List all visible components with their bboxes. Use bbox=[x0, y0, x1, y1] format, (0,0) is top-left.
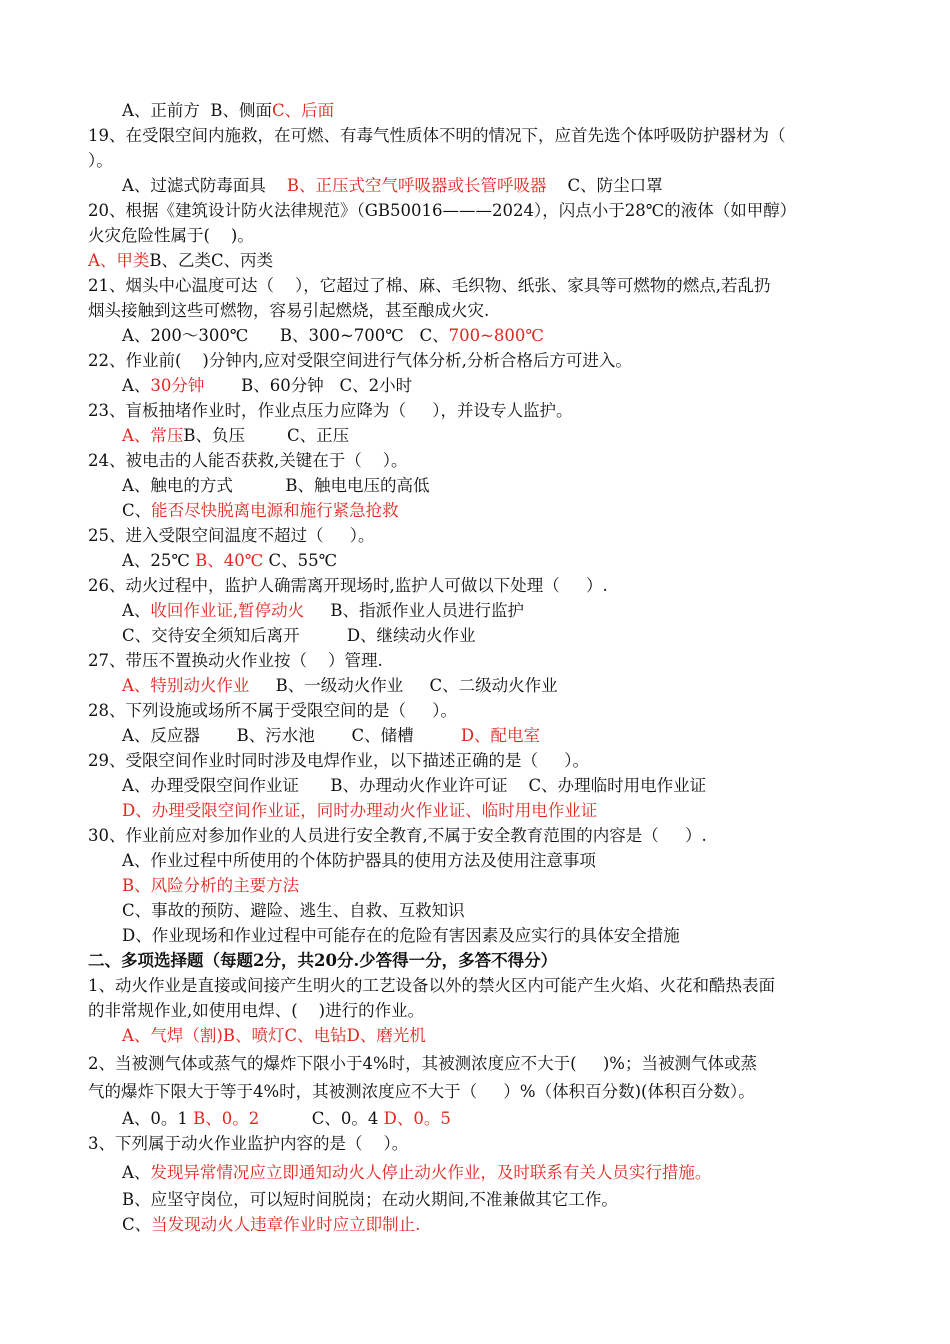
q20-stem-cont: 火灾危险性属于( )。 bbox=[88, 226, 254, 245]
q28-options: A、反应器 B、污水池 C、储槽 D、配电室 bbox=[122, 726, 541, 745]
q21-stem: 21、烟头中心温度可达（ ），它超过了棉、麻、毛织物、纸张、家具等可燃物的燃点,若乱扔 bbox=[88, 276, 771, 295]
m3-option-c: C、当发现动火人违章作业时应立即制止. bbox=[122, 1215, 421, 1234]
q30-option-c: C、事故的预防、避险、逃生、自救、互救知识 bbox=[122, 901, 465, 920]
q30-option-b: B、风险分析的主要方法 bbox=[122, 876, 300, 895]
q30-stem: 30、作业前应对参加作业的人员进行安全教育,不属于安全教育范围的内容是（ ）. bbox=[88, 826, 707, 845]
q21-options: A、200～300℃ B、300~700℃ C、700~800℃ bbox=[122, 326, 544, 345]
q29-option-d: D、办理受限空间作业证，同时办理动火作业证、临时用电作业证 bbox=[122, 801, 598, 820]
q26-options-cd: C、交待安全须知后离开 D、继续动火作业 bbox=[122, 626, 476, 645]
q24-options-ab: A、触电的方式 B、触电电压的高低 bbox=[122, 476, 430, 495]
q19-stem: 19、在受限空间内施救，在可燃、有毒气性质体不明的情况下，应首先选个体呼吸防护器材为（ bbox=[88, 126, 786, 145]
q30-option-d: D、作业现场和作业过程中可能存在的危险有害因素及应实行的具体安全措施 bbox=[122, 926, 680, 945]
q20-options: A、甲类B、乙类C、丙类 bbox=[88, 251, 274, 270]
q25-stem: 25、进入受限空间温度不超过（ ）。 bbox=[88, 526, 375, 545]
m3-option-b: B、应坚守岗位，可以短时间脱岗；在动火期间,不准兼做其它工作。 bbox=[122, 1190, 618, 1209]
q30-option-a: A、作业过程中所使用的个体防护器具的使用方法及使用注意事项 bbox=[122, 851, 596, 870]
m2-stem: 2、当被测气体或蒸气的爆炸下限小于4%时，其被测浓度应不大于( )%；当被测气体或蒸 bbox=[88, 1054, 757, 1073]
q19-stem-cont: ）。 bbox=[88, 151, 113, 170]
q28-stem: 28、下列设施或场所不属于受限空间的是（ ）。 bbox=[88, 701, 457, 720]
q21-stem-cont: 烟头接触到这些可燃物，容易引起燃烧，甚至酿成火灾. bbox=[88, 301, 490, 320]
q25-options: A、25℃ B、40℃ C、55℃ bbox=[122, 551, 338, 570]
q19-options: A、过滤式防毒面具 B、正压式空气呼吸器或长管呼吸器 C、防尘口罩 bbox=[122, 176, 663, 195]
q18-options: A、正前方 B、侧面C、后面 bbox=[122, 101, 335, 120]
q23-options: A、常压B、负压 C、正压 bbox=[122, 426, 350, 445]
m2-stem-cont: 气的爆炸下限大于等于4%时，其被测浓度应不大于（ ）%（体积百分数)(体积百分数）。 bbox=[88, 1082, 755, 1101]
section-heading-multiple-choice: 二、多项选择题（每题2分，共20分.少答得一分，多答不得分） bbox=[88, 951, 558, 970]
m2-options: A、0。1 B、0。2 C、0。4 D、0。5 bbox=[122, 1109, 451, 1128]
q26-options-ab: A、收回作业证,暂停动火 B、指派作业人员进行监护 bbox=[122, 601, 525, 620]
q29-options-abc: A、办理受限空间作业证 B、办理动火作业许可证 C、办理临时用电作业证 bbox=[122, 776, 707, 795]
q29-stem: 29、受限空间作业时同时涉及电焊作业，以下描述正确的是（ ）。 bbox=[88, 751, 589, 770]
q26-stem: 26、动火过程中，监护人确需离开现场时,监护人可做以下处理（ ）. bbox=[88, 576, 608, 595]
m1-stem-cont: 的非常规作业,如使用电焊、( )进行的作业。 bbox=[88, 1001, 425, 1020]
q22-stem: 22、作业前( )分钟内,应对受限空间进行气体分析,分析合格后方可进入。 bbox=[88, 351, 632, 370]
m1-stem: 1、动火作业是直接或间接产生明火的工艺设备以外的禁火区内可能产生火焰、火花和酷热表面 bbox=[88, 976, 775, 995]
q27-stem: 27、带压不置换动火作业按（ ）管理. bbox=[88, 651, 383, 670]
q22-options: A、30分钟 B、60分钟 C、2小时 bbox=[122, 376, 413, 395]
q24-option-c: C、能否尽快脱离电源和施行紧急抢救 bbox=[122, 501, 399, 520]
q23-stem: 23、盲板抽堵作业时，作业点压力应降为（ ），并设专人监护。 bbox=[88, 401, 573, 420]
q24-stem: 24、被电击的人能否获救,关键在于（ ）。 bbox=[88, 451, 408, 470]
m1-options: A、气焊（割)B、喷灯C、电钻D、磨光机 bbox=[122, 1026, 426, 1045]
q20-stem: 20、根据《建筑设计防火法律规范》（GB50016———2024），闪点小于28℃的液体（如甲醇） bbox=[88, 201, 797, 220]
m3-stem: 3、下列属于动火作业监护内容的是（ ）。 bbox=[88, 1134, 409, 1153]
m3-option-a: A、发现异常情况应立即通知动火人停止动火作业，及时联系有关人员实行措施。 bbox=[122, 1163, 712, 1182]
q27-options: A、特别动火作业 B、一级动火作业 C、二级动火作业 bbox=[122, 676, 558, 695]
